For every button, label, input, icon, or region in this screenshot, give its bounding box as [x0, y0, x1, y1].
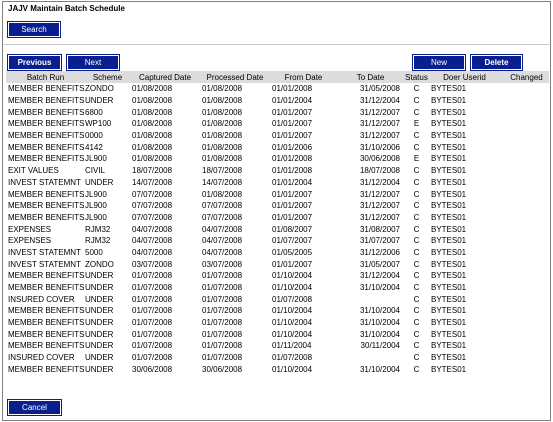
cell-scheme: UNDER [85, 294, 114, 304]
cell-to-date: 31/12/2004 [359, 177, 400, 187]
cell-batch-run: EXPENSES [8, 236, 52, 246]
cell-status: C [413, 96, 420, 106]
cell-scheme: CIVIL [85, 166, 106, 176]
cell-batch-run: MEMBER BENEFITS [8, 142, 85, 152]
table-row[interactable] [6, 235, 549, 247]
cell-processed-date: 18/07/2008 [202, 166, 243, 176]
table-row[interactable] [6, 106, 549, 118]
cell-from-date: 01/01/2008 [272, 154, 313, 164]
cell-status: C [413, 212, 420, 222]
cell-batch-run: INSURED COVER [8, 294, 75, 304]
cell-status: C [413, 353, 420, 363]
cell-status: C [413, 84, 420, 94]
cell-batch-run: MEMBER BENEFITS [8, 364, 85, 374]
table-row[interactable] [6, 352, 549, 364]
cell-status: C [413, 189, 420, 199]
table-row[interactable] [6, 165, 549, 177]
cell-scheme: UNDER [85, 306, 114, 316]
cell-scheme: UNDER [85, 364, 114, 374]
cell-processed-date: 01/08/2008 [202, 154, 243, 164]
cell-batch-run: EXIT VALUES [8, 166, 59, 176]
cell-status: C [413, 177, 420, 187]
cell-changed [500, 258, 549, 270]
table-row[interactable] [6, 223, 549, 235]
search-button[interactable]: Search [8, 22, 60, 37]
cell-processed-date: 30/06/2008 [202, 364, 243, 374]
cell-processed-date: 01/07/2008 [202, 271, 243, 281]
cell-to-date: 31/12/2007 [359, 119, 400, 129]
cell-from-date: 01/01/2006 [272, 142, 313, 152]
table-row[interactable] [6, 130, 549, 142]
cell-doer-userid: BYTES01 [431, 329, 467, 339]
cell-scheme: JL900 [85, 189, 107, 199]
cell-scheme: ZONDO [85, 259, 114, 269]
table-row[interactable] [6, 200, 549, 212]
cell-doer-userid: BYTES01 [431, 247, 467, 257]
cell-processed-date: 01/08/2008 [202, 142, 243, 152]
cell-to-date [337, 352, 404, 364]
cell-scheme: UNDER [85, 96, 114, 106]
cell-batch-run: MEMBER BENEFITS [8, 107, 85, 117]
cell-processed-date: 04/07/2008 [202, 224, 243, 234]
cell-captured-date: 07/07/2008 [132, 189, 173, 199]
cell-batch-run: MEMBER BENEFITS [8, 201, 85, 211]
cell-captured-date: 01/07/2008 [132, 283, 173, 293]
table-row[interactable] [6, 364, 549, 376]
cell-batch-run: MEMBER BENEFITS [8, 212, 85, 222]
cell-scheme: RJM32 [85, 236, 111, 246]
delete-button[interactable]: Delete [471, 55, 522, 70]
cell-captured-date: 30/06/2008 [132, 364, 173, 374]
cancel-button[interactable]: Cancel [8, 400, 61, 415]
cell-captured-date: 07/07/2008 [132, 201, 173, 211]
cell-processed-date: 03/07/2008 [202, 259, 243, 269]
next-button[interactable]: Next [67, 55, 119, 70]
cell-status: C [413, 166, 420, 176]
page-title: JAJV Maintain Batch Schedule [8, 4, 125, 13]
table-row[interactable] [6, 188, 549, 200]
cell-changed [500, 305, 549, 317]
cell-captured-date: 01/07/2008 [132, 294, 173, 304]
cell-batch-run: INVEST STATEMNT [8, 177, 81, 187]
column-header-captured-date[interactable]: Captured Date [130, 71, 200, 83]
cell-batch-run: MEMBER BENEFITS [8, 154, 85, 164]
cell-to-date: 31/12/2007 [359, 131, 400, 141]
table-row[interactable] [6, 293, 549, 305]
cell-from-date: 01/01/2008 [272, 84, 313, 94]
cell-to-date: 31/10/2004 [359, 318, 400, 328]
cell-from-date: 01/10/2004 [272, 283, 313, 293]
cell-to-date: 31/12/2004 [359, 271, 400, 281]
cell-to-date: 31/12/2006 [359, 247, 400, 257]
cell-changed [500, 212, 549, 224]
table-header-row [6, 71, 549, 83]
cell-scheme: UNDER [85, 177, 114, 187]
cell-processed-date: 01/08/2008 [202, 119, 243, 129]
cell-to-date: 31/07/2007 [359, 236, 400, 246]
cell-doer-userid: BYTES01 [431, 224, 467, 234]
cell-changed [500, 352, 549, 364]
cell-batch-run: MEMBER BENEFITS [8, 283, 85, 293]
cell-batch-run: MEMBER BENEFITS [8, 84, 85, 94]
cell-from-date: 01/08/2007 [272, 224, 313, 234]
table-row[interactable] [6, 340, 549, 352]
cell-to-date: 18/07/2008 [359, 166, 400, 176]
cell-from-date: 01/10/2004 [272, 329, 313, 339]
table-row[interactable] [6, 83, 549, 95]
cell-to-date: 30/11/2004 [360, 341, 400, 351]
cell-doer-userid: BYTES01 [431, 166, 467, 176]
cell-batch-run: MEMBER BENEFITS [8, 271, 85, 281]
cell-changed [500, 270, 549, 282]
cell-batch-run: MEMBER BENEFITS [8, 341, 85, 351]
batch-schedule-table [6, 71, 549, 375]
cell-captured-date: 04/07/2008 [132, 247, 173, 257]
cell-doer-userid: BYTES01 [431, 142, 467, 152]
cell-captured-date: 07/07/2008 [132, 212, 173, 222]
cell-processed-date: 04/07/2008 [202, 247, 243, 257]
cell-doer-userid: BYTES01 [431, 189, 467, 199]
cell-status: C [413, 364, 420, 374]
cell-captured-date: 01/08/2008 [132, 131, 173, 141]
cell-from-date: 01/07/2008 [272, 353, 313, 363]
cell-changed [500, 340, 549, 352]
cell-scheme: JL900 [85, 154, 107, 164]
cell-scheme: UNDER [85, 329, 114, 339]
cell-processed-date: 01/07/2008 [202, 294, 243, 304]
cell-scheme: UNDER [85, 353, 114, 363]
cell-changed [500, 95, 549, 107]
cell-captured-date: 01/08/2008 [132, 154, 173, 164]
cell-to-date: 31/05/2007 [359, 259, 400, 269]
table-row[interactable] [6, 282, 549, 294]
table-row[interactable] [6, 177, 549, 189]
cell-doer-userid: BYTES01 [431, 96, 467, 106]
cell-processed-date: 01/07/2008 [202, 306, 243, 316]
cell-processed-date: 01/08/2008 [202, 131, 243, 141]
cell-doer-userid: BYTES01 [431, 364, 467, 374]
cell-changed [500, 106, 549, 118]
cell-doer-userid: BYTES01 [431, 154, 467, 164]
cell-changed [500, 364, 549, 376]
table-body [6, 83, 549, 375]
cell-status: C [413, 131, 420, 141]
cell-status: E [413, 154, 420, 164]
cell-doer-userid: BYTES01 [431, 212, 467, 222]
column-header-changed[interactable]: Changed [500, 71, 549, 83]
cell-status: C [413, 318, 420, 328]
cell-to-date: 31/12/2007 [359, 212, 400, 222]
cell-captured-date: 01/08/2008 [132, 96, 173, 106]
batch-schedule-grid [6, 71, 549, 394]
cell-from-date: 01/10/2004 [272, 364, 313, 374]
cell-doer-userid: BYTES01 [431, 236, 467, 246]
cell-doer-userid: BYTES01 [431, 283, 467, 293]
cell-captured-date: 01/08/2008 [132, 119, 173, 129]
cell-changed [500, 282, 549, 294]
cell-scheme: 0000 [85, 131, 103, 141]
cell-doer-userid: BYTES01 [431, 119, 467, 129]
cell-scheme: 4142 [85, 142, 103, 152]
cell-from-date: 01/10/2004 [272, 306, 313, 316]
column-header-doer-userid[interactable]: Doer Userid [429, 71, 500, 83]
cell-captured-date: 01/07/2008 [132, 341, 173, 351]
cell-processed-date: 01/08/2008 [202, 189, 243, 199]
cell-status: C [413, 247, 420, 257]
cell-doer-userid: BYTES01 [431, 107, 467, 117]
cell-to-date: 31/10/2004 [359, 306, 400, 316]
column-header-status[interactable]: Status [405, 72, 428, 82]
cell-changed [500, 293, 549, 305]
cell-status: C [413, 283, 420, 293]
cell-scheme: ZONDO [85, 84, 114, 94]
cell-doer-userid: BYTES01 [431, 318, 467, 328]
cell-status: C [413, 306, 420, 316]
cell-to-date: 31/10/2006 [359, 142, 400, 152]
cell-processed-date: 01/08/2008 [202, 96, 243, 106]
divider [4, 44, 549, 45]
cell-doer-userid: BYTES01 [431, 259, 467, 269]
cell-scheme: WP100 [85, 119, 112, 129]
table-row[interactable] [6, 141, 549, 153]
cell-captured-date: 01/07/2008 [132, 306, 173, 316]
cell-to-date: 31/12/2004 [359, 96, 400, 106]
cell-to-date: 31/05/2008 [359, 84, 400, 94]
cell-captured-date: 01/08/2008 [132, 142, 173, 152]
cell-processed-date: 01/07/2008 [202, 318, 243, 328]
cell-doer-userid: BYTES01 [431, 353, 467, 363]
cell-captured-date: 04/07/2008 [132, 224, 173, 234]
cell-doer-userid: BYTES01 [431, 294, 467, 304]
cell-scheme: 6800 [85, 107, 103, 117]
column-header-batch-run[interactable]: Batch Run [6, 71, 85, 83]
cell-changed [500, 247, 549, 259]
cell-changed [500, 130, 549, 142]
column-header-to-date[interactable]: To Date [337, 71, 404, 83]
cell-processed-date: 01/07/2008 [202, 283, 243, 293]
cell-status: C [413, 236, 420, 246]
cell-batch-run: MEMBER BENEFITS [8, 318, 85, 328]
table-row[interactable] [6, 317, 549, 329]
cell-from-date: 01/07/2008 [272, 294, 313, 304]
previous-button[interactable]: Previous [8, 55, 61, 70]
cell-from-date: 01/01/2007 [272, 131, 313, 141]
cell-changed [500, 328, 549, 340]
cell-doer-userid: BYTES01 [431, 271, 467, 281]
cell-status: C [413, 107, 420, 117]
new-button[interactable]: New [413, 55, 465, 70]
cell-from-date: 01/01/2007 [272, 107, 313, 117]
table-row[interactable] [6, 95, 549, 107]
cell-processed-date: 07/07/2008 [202, 212, 243, 222]
cell-changed [500, 141, 549, 153]
cell-scheme: UNDER [85, 271, 114, 281]
table-row[interactable] [6, 328, 549, 340]
table-row[interactable] [6, 247, 549, 259]
cell-batch-run: MEMBER BENEFITS [8, 329, 85, 339]
cell-status: C [413, 201, 420, 211]
cell-captured-date: 18/07/2008 [132, 166, 173, 176]
cell-changed [500, 188, 549, 200]
cell-to-date: 31/12/2007 [359, 189, 400, 199]
cell-batch-run: INVEST STATEMNT [8, 247, 81, 257]
cell-status: C [413, 224, 420, 234]
cell-doer-userid: BYTES01 [431, 177, 467, 187]
cell-processed-date: 04/07/2008 [202, 236, 243, 246]
table-row[interactable] [6, 305, 549, 317]
cell-from-date: 01/11/2004 [272, 341, 312, 351]
cell-status: E [413, 119, 420, 129]
cell-processed-date: 01/08/2008 [202, 107, 243, 117]
table-row[interactable] [6, 212, 549, 224]
cell-to-date: 31/08/2007 [359, 224, 400, 234]
cell-captured-date: 14/07/2008 [132, 177, 173, 187]
cell-processed-date: 01/07/2008 [202, 329, 243, 339]
cell-from-date: 01/10/2004 [272, 318, 313, 328]
cell-scheme: JL900 [85, 212, 107, 222]
cell-from-date: 01/01/2008 [272, 166, 313, 176]
cell-changed [500, 235, 549, 247]
cell-doer-userid: BYTES01 [431, 341, 467, 351]
cell-captured-date: 01/08/2008 [132, 107, 173, 117]
table-row[interactable] [6, 258, 549, 270]
cell-status: C [413, 341, 420, 351]
cell-scheme: UNDER [85, 341, 114, 351]
cell-batch-run: MEMBER BENEFITS [8, 119, 85, 129]
cell-status: C [413, 259, 420, 269]
cell-changed [500, 200, 549, 212]
cell-status: C [413, 271, 420, 281]
cell-from-date: 01/05/2005 [272, 247, 313, 257]
cell-to-date: 31/12/2007 [359, 107, 400, 117]
cell-from-date: 01/01/2007 [272, 119, 313, 129]
cell-captured-date: 01/07/2008 [132, 318, 173, 328]
column-header-processed-date[interactable]: Processed Date [200, 71, 270, 83]
cell-scheme: RJM32 [85, 224, 111, 234]
cell-from-date: 01/07/2007 [272, 236, 313, 246]
cell-to-date: 31/10/2004 [359, 364, 400, 374]
cell-to-date: 31/12/2007 [359, 201, 400, 211]
cell-scheme: 5000 [85, 247, 103, 257]
cell-processed-date: 01/08/2008 [202, 84, 243, 94]
cell-changed [500, 317, 549, 329]
cell-doer-userid: BYTES01 [431, 306, 467, 316]
cell-captured-date: 01/07/2008 [132, 271, 173, 281]
column-header-from-date[interactable]: From Date [270, 71, 337, 83]
cell-doer-userid: BYTES01 [431, 84, 467, 94]
column-header-scheme[interactable]: Scheme [85, 71, 130, 83]
cell-batch-run: INSURED COVER [8, 353, 75, 363]
cell-processed-date: 07/07/2008 [202, 201, 243, 211]
cell-to-date: 31/10/2004 [359, 329, 400, 339]
cell-status: C [413, 294, 420, 304]
table-row[interactable] [6, 270, 549, 282]
cell-status: C [413, 142, 420, 152]
cell-scheme: UNDER [85, 283, 114, 293]
cell-batch-run: INVEST STATEMNT [8, 259, 81, 269]
cell-batch-run: MEMBER BENEFITS [8, 96, 85, 106]
cell-changed [500, 223, 549, 235]
cell-to-date: 30/06/2008 [359, 154, 400, 164]
cell-from-date: 01/01/2007 [272, 201, 313, 211]
cell-to-date: 31/10/2004 [359, 283, 400, 293]
cell-batch-run: MEMBER BENEFITS [8, 306, 85, 316]
cell-scheme: JL900 [85, 201, 107, 211]
cell-captured-date: 01/07/2008 [132, 329, 173, 339]
cell-batch-run: MEMBER BENEFITS [8, 131, 85, 141]
cell-from-date: 01/01/2007 [272, 259, 313, 269]
cell-from-date: 01/10/2004 [272, 271, 313, 281]
cell-from-date: 01/01/2004 [272, 96, 313, 106]
cell-captured-date: 01/08/2008 [132, 84, 173, 94]
cell-from-date: 01/01/2004 [272, 177, 313, 187]
table-row[interactable] [6, 153, 549, 165]
cell-changed [500, 177, 549, 189]
cell-changed [500, 118, 549, 130]
cell-changed [500, 165, 549, 177]
cell-captured-date: 01/07/2008 [132, 353, 173, 363]
cell-changed [500, 83, 549, 95]
cell-from-date: 01/01/2007 [272, 212, 313, 222]
cell-batch-run: EXPENSES [8, 224, 52, 234]
cell-changed [500, 153, 549, 165]
cell-from-date: 01/01/2007 [272, 189, 313, 199]
cell-processed-date: 14/07/2008 [202, 177, 243, 187]
cell-doer-userid: BYTES01 [431, 201, 467, 211]
cell-to-date [337, 293, 404, 305]
cell-batch-run: MEMBER BENEFITS [8, 189, 85, 199]
cell-processed-date: 01/07/2008 [202, 353, 243, 363]
cell-captured-date: 03/07/2008 [132, 259, 173, 269]
cell-processed-date: 01/07/2008 [202, 341, 243, 351]
cell-scheme: UNDER [85, 318, 114, 328]
table-row[interactable] [6, 118, 549, 130]
cell-captured-date: 04/07/2008 [132, 236, 173, 246]
cell-status: C [413, 329, 420, 339]
cell-doer-userid: BYTES01 [431, 131, 467, 141]
